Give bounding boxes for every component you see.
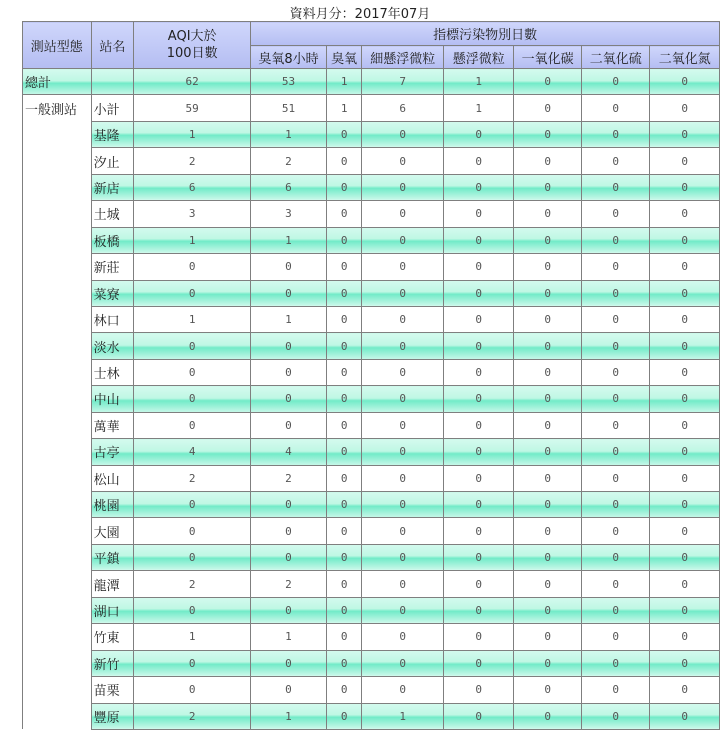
value-cell: 0 bbox=[650, 69, 720, 95]
value-cell: 0 bbox=[362, 280, 444, 306]
value-cell: 0 bbox=[514, 677, 582, 703]
value-cell: 0 bbox=[514, 624, 582, 650]
station-row bbox=[23, 703, 720, 729]
value-cell: 0 bbox=[362, 677, 444, 703]
station-name: 板橋 bbox=[91, 227, 134, 253]
value-cell: 0 bbox=[134, 650, 251, 676]
value-cell: 0 bbox=[134, 544, 251, 570]
value-cell: 0 bbox=[443, 703, 513, 729]
station-row bbox=[23, 306, 720, 332]
station-row bbox=[23, 677, 720, 703]
value-cell: 0 bbox=[443, 650, 513, 676]
value-cell: 0 bbox=[650, 148, 720, 174]
value-cell: 2 bbox=[134, 148, 251, 174]
station-row bbox=[23, 650, 720, 676]
subtotal-row bbox=[23, 95, 720, 121]
total-row bbox=[23, 69, 720, 95]
value-cell: 0 bbox=[326, 174, 362, 200]
station-type-empty-cell bbox=[23, 121, 92, 147]
value-cell: 0 bbox=[443, 333, 513, 359]
value-cell: 0 bbox=[362, 254, 444, 280]
value-cell: 0 bbox=[326, 465, 362, 491]
station-name: 松山 bbox=[91, 465, 134, 491]
station-type-empty-cell bbox=[23, 492, 92, 518]
value-cell: 0 bbox=[650, 121, 720, 147]
header-pollutant-group: 指標污染物別日數 bbox=[251, 22, 720, 46]
value-cell: 0 bbox=[581, 465, 650, 491]
station-row bbox=[23, 280, 720, 306]
value-cell: 0 bbox=[362, 148, 444, 174]
value-cell: 0 bbox=[326, 597, 362, 623]
station-name: 淡水 bbox=[91, 333, 134, 359]
value-cell: 0 bbox=[650, 518, 720, 544]
value-cell: 0 bbox=[581, 518, 650, 544]
station-type-empty-cell bbox=[23, 571, 92, 597]
value-cell: 0 bbox=[251, 333, 327, 359]
station-type-empty-cell bbox=[23, 518, 92, 544]
value-cell: 0 bbox=[326, 677, 362, 703]
value-cell: 0 bbox=[362, 121, 444, 147]
station-name: 大園 bbox=[91, 518, 134, 544]
value-cell: 0 bbox=[581, 677, 650, 703]
station-type-empty-cell bbox=[23, 201, 92, 227]
value-cell: 6 bbox=[134, 174, 251, 200]
value-cell: 0 bbox=[362, 333, 444, 359]
value-cell: 0 bbox=[514, 174, 582, 200]
value-cell: 0 bbox=[326, 121, 362, 147]
value-cell: 0 bbox=[514, 571, 582, 597]
value-cell: 4 bbox=[251, 439, 327, 465]
value-cell: 1 bbox=[443, 69, 513, 95]
station-type-empty-cell bbox=[23, 412, 92, 438]
station-name: 湖口 bbox=[91, 597, 134, 623]
value-cell: 0 bbox=[134, 677, 251, 703]
value-cell: 0 bbox=[326, 412, 362, 438]
station-row bbox=[23, 333, 720, 359]
value-cell: 1 bbox=[251, 227, 327, 253]
value-cell: 0 bbox=[251, 386, 327, 412]
value-cell: 0 bbox=[650, 412, 720, 438]
value-cell: 0 bbox=[650, 306, 720, 332]
value-cell: 0 bbox=[443, 677, 513, 703]
station-type-empty-cell bbox=[23, 148, 92, 174]
value-cell: 0 bbox=[581, 703, 650, 729]
value-cell: 0 bbox=[326, 333, 362, 359]
value-cell: 0 bbox=[581, 280, 650, 306]
value-cell: 0 bbox=[650, 703, 720, 729]
value-cell: 0 bbox=[362, 359, 444, 385]
station-type-empty-cell bbox=[23, 174, 92, 200]
value-cell: 0 bbox=[362, 306, 444, 332]
value-cell: 0 bbox=[134, 597, 251, 623]
value-cell: 0 bbox=[443, 492, 513, 518]
station-row bbox=[23, 359, 720, 385]
value-cell: 0 bbox=[134, 333, 251, 359]
value-cell: 0 bbox=[581, 333, 650, 359]
value-cell: 0 bbox=[326, 624, 362, 650]
value-cell: 0 bbox=[251, 518, 327, 544]
value-cell: 1 bbox=[362, 703, 444, 729]
station-row bbox=[23, 148, 720, 174]
value-cell: 0 bbox=[650, 677, 720, 703]
value-cell: 1 bbox=[326, 69, 362, 95]
value-cell: 0 bbox=[326, 492, 362, 518]
value-cell: 0 bbox=[326, 518, 362, 544]
value-cell: 0 bbox=[443, 412, 513, 438]
value-cell: 1 bbox=[251, 624, 327, 650]
value-cell: 0 bbox=[134, 359, 251, 385]
value-cell: 0 bbox=[514, 69, 582, 95]
value-cell: 0 bbox=[581, 359, 650, 385]
value-cell: 0 bbox=[650, 439, 720, 465]
station-name: 新店 bbox=[91, 174, 134, 200]
value-cell: 0 bbox=[581, 492, 650, 518]
value-cell: 0 bbox=[134, 518, 251, 544]
station-name: 新莊 bbox=[91, 254, 134, 280]
value-cell: 0 bbox=[443, 148, 513, 174]
value-cell: 0 bbox=[581, 121, 650, 147]
value-cell: 0 bbox=[581, 624, 650, 650]
value-cell: 0 bbox=[134, 254, 251, 280]
value-cell: 0 bbox=[650, 624, 720, 650]
value-cell: 0 bbox=[650, 544, 720, 570]
value-cell: 0 bbox=[514, 518, 582, 544]
station-name: 平鎮 bbox=[91, 544, 134, 570]
value-cell: 1 bbox=[134, 306, 251, 332]
value-cell: 0 bbox=[650, 227, 720, 253]
value-cell: 0 bbox=[581, 254, 650, 280]
station-name: 豐原 bbox=[91, 703, 134, 729]
value-cell: 0 bbox=[362, 492, 444, 518]
header-station-type: 測站型態 bbox=[23, 22, 92, 69]
value-cell: 0 bbox=[650, 174, 720, 200]
value-cell: 0 bbox=[362, 439, 444, 465]
value-cell: 0 bbox=[581, 544, 650, 570]
station-type-label: 一般測站 bbox=[23, 95, 92, 121]
value-cell: 1 bbox=[134, 121, 251, 147]
station-type-empty-cell bbox=[23, 306, 92, 332]
station-name: 林口 bbox=[91, 306, 134, 332]
value-cell: 0 bbox=[514, 306, 582, 332]
header-aqi-days: AQI大於 100日數 bbox=[134, 22, 251, 69]
value-cell: 0 bbox=[251, 544, 327, 570]
value-cell: 0 bbox=[443, 280, 513, 306]
value-cell: 0 bbox=[326, 148, 362, 174]
value-cell: 0 bbox=[514, 148, 582, 174]
header-pollutant: 細懸浮微粒 bbox=[362, 46, 444, 69]
station-row bbox=[23, 597, 720, 623]
value-cell: 0 bbox=[326, 227, 362, 253]
value-cell: 0 bbox=[326, 544, 362, 570]
station-name: 基隆 bbox=[91, 121, 134, 147]
station-name: 竹東 bbox=[91, 624, 134, 650]
value-cell: 2 bbox=[134, 703, 251, 729]
value-cell: 0 bbox=[581, 69, 650, 95]
subtotal-label: 小計 bbox=[91, 95, 134, 121]
value-cell: 0 bbox=[134, 492, 251, 518]
value-cell: 0 bbox=[581, 386, 650, 412]
value-cell: 0 bbox=[443, 518, 513, 544]
value-cell: 0 bbox=[514, 492, 582, 518]
value-cell: 0 bbox=[514, 544, 582, 570]
value-cell: 0 bbox=[514, 439, 582, 465]
value-cell: 0 bbox=[326, 650, 362, 676]
value-cell: 0 bbox=[362, 465, 444, 491]
value-cell: 0 bbox=[134, 280, 251, 306]
value-cell: 0 bbox=[251, 492, 327, 518]
value-cell: 0 bbox=[514, 386, 582, 412]
total-label: 總計 bbox=[23, 69, 92, 95]
station-type-empty-cell bbox=[23, 703, 92, 729]
value-cell: 0 bbox=[581, 174, 650, 200]
value-cell: 0 bbox=[581, 201, 650, 227]
value-cell: 0 bbox=[581, 95, 650, 121]
value-cell: 0 bbox=[326, 306, 362, 332]
station-row bbox=[23, 174, 720, 200]
station-type-empty-cell bbox=[23, 254, 92, 280]
station-name: 萬華 bbox=[91, 412, 134, 438]
value-cell: 0 bbox=[443, 597, 513, 623]
value-cell: 0 bbox=[443, 254, 513, 280]
value-cell: 0 bbox=[581, 571, 650, 597]
value-cell: 0 bbox=[514, 280, 582, 306]
value-cell: 1 bbox=[251, 306, 327, 332]
station-row bbox=[23, 201, 720, 227]
value-cell: 1 bbox=[443, 95, 513, 121]
station-type-empty-cell bbox=[23, 333, 92, 359]
value-cell: 0 bbox=[362, 227, 444, 253]
value-cell: 0 bbox=[443, 465, 513, 491]
station-type-empty-cell bbox=[23, 386, 92, 412]
value-cell: 0 bbox=[251, 359, 327, 385]
value-cell: 0 bbox=[362, 597, 444, 623]
value-cell: 0 bbox=[514, 412, 582, 438]
value-cell: 0 bbox=[251, 650, 327, 676]
station-row bbox=[23, 465, 720, 491]
station-name: 菜寮 bbox=[91, 280, 134, 306]
station-type-empty-cell bbox=[23, 280, 92, 306]
header-pollutant: 二氧化硫 bbox=[581, 46, 650, 69]
value-cell: 0 bbox=[650, 280, 720, 306]
value-cell: 0 bbox=[581, 148, 650, 174]
value-cell: 1 bbox=[251, 121, 327, 147]
value-cell: 1 bbox=[134, 624, 251, 650]
value-cell: 0 bbox=[326, 703, 362, 729]
value-cell: 0 bbox=[443, 121, 513, 147]
station-name: 龍潭 bbox=[91, 571, 134, 597]
value-cell: 0 bbox=[443, 359, 513, 385]
value-cell: 0 bbox=[362, 571, 444, 597]
value-cell: 0 bbox=[581, 306, 650, 332]
header-pollutant: 懸浮微粒 bbox=[443, 46, 513, 69]
station-row bbox=[23, 227, 720, 253]
value-cell: 1 bbox=[251, 703, 327, 729]
value-cell: 59 bbox=[134, 95, 251, 121]
value-cell: 0 bbox=[514, 201, 582, 227]
value-cell: 0 bbox=[650, 95, 720, 121]
value-cell: 4 bbox=[134, 439, 251, 465]
value-cell: 0 bbox=[326, 359, 362, 385]
station-type-empty-cell bbox=[23, 650, 92, 676]
station-row bbox=[23, 492, 720, 518]
value-cell: 0 bbox=[326, 280, 362, 306]
value-cell: 0 bbox=[362, 412, 444, 438]
value-cell: 0 bbox=[443, 624, 513, 650]
value-cell: 0 bbox=[650, 465, 720, 491]
value-cell: 0 bbox=[514, 650, 582, 676]
value-cell: 0 bbox=[514, 465, 582, 491]
station-row bbox=[23, 412, 720, 438]
value-cell: 0 bbox=[581, 650, 650, 676]
value-cell: 0 bbox=[514, 95, 582, 121]
value-cell: 6 bbox=[362, 95, 444, 121]
header-pollutant: 臭氧 bbox=[326, 46, 362, 69]
station-row bbox=[23, 624, 720, 650]
value-cell: 1 bbox=[326, 95, 362, 121]
value-cell: 0 bbox=[134, 412, 251, 438]
value-cell: 0 bbox=[650, 359, 720, 385]
value-cell: 0 bbox=[251, 280, 327, 306]
value-cell: 0 bbox=[650, 650, 720, 676]
value-cell: 0 bbox=[251, 254, 327, 280]
station-row bbox=[23, 571, 720, 597]
header-pollutant: 一氧化碳 bbox=[514, 46, 582, 69]
value-cell: 51 bbox=[251, 95, 327, 121]
station-name: 新竹 bbox=[91, 650, 134, 676]
station-type-empty-cell bbox=[23, 439, 92, 465]
value-cell: 0 bbox=[514, 254, 582, 280]
report-month-caption: 資料月分：2017年07月 bbox=[289, 7, 431, 22]
value-cell: 2 bbox=[251, 571, 327, 597]
value-cell: 0 bbox=[326, 571, 362, 597]
value-cell: 53 bbox=[251, 69, 327, 95]
value-cell: 0 bbox=[362, 174, 444, 200]
value-cell: 0 bbox=[443, 306, 513, 332]
station-name: 汐止 bbox=[91, 148, 134, 174]
value-cell: 0 bbox=[514, 597, 582, 623]
value-cell: 0 bbox=[581, 597, 650, 623]
station-row bbox=[23, 518, 720, 544]
header-station-name: 站名 bbox=[91, 22, 134, 69]
value-cell: 0 bbox=[581, 227, 650, 253]
station-name: 中山 bbox=[91, 386, 134, 412]
header-pollutant: 二氧化氮 bbox=[650, 46, 720, 69]
value-cell: 3 bbox=[251, 201, 327, 227]
station-row bbox=[23, 121, 720, 147]
station-row bbox=[23, 439, 720, 465]
station-row bbox=[23, 544, 720, 570]
value-cell: 0 bbox=[650, 571, 720, 597]
value-cell: 0 bbox=[443, 386, 513, 412]
station-type-empty-cell bbox=[23, 465, 92, 491]
value-cell: 0 bbox=[251, 412, 327, 438]
station-type-empty-cell bbox=[23, 677, 92, 703]
value-cell: 2 bbox=[134, 571, 251, 597]
value-cell: 0 bbox=[443, 544, 513, 570]
value-cell: 0 bbox=[514, 359, 582, 385]
value-cell: 0 bbox=[362, 201, 444, 227]
station-type-empty-cell bbox=[23, 227, 92, 253]
station-type-empty-cell bbox=[23, 597, 92, 623]
station-row bbox=[23, 254, 720, 280]
station-type-empty-cell bbox=[23, 544, 92, 570]
value-cell: 6 bbox=[251, 174, 327, 200]
value-cell: 0 bbox=[650, 597, 720, 623]
value-cell: 0 bbox=[581, 439, 650, 465]
value-cell: 0 bbox=[514, 703, 582, 729]
value-cell: 0 bbox=[650, 201, 720, 227]
station-name: 土城 bbox=[91, 201, 134, 227]
value-cell: 0 bbox=[362, 518, 444, 544]
station-name: 士林 bbox=[91, 359, 134, 385]
value-cell: 0 bbox=[362, 386, 444, 412]
value-cell: 0 bbox=[581, 412, 650, 438]
station-type-empty-cell bbox=[23, 624, 92, 650]
value-cell: 0 bbox=[650, 386, 720, 412]
value-cell: 0 bbox=[443, 571, 513, 597]
station-name: 桃園 bbox=[91, 492, 134, 518]
total-name-cell bbox=[91, 69, 134, 95]
value-cell: 0 bbox=[134, 386, 251, 412]
station-row bbox=[23, 386, 720, 412]
aqi-statistics-table bbox=[22, 21, 720, 730]
value-cell: 1 bbox=[134, 227, 251, 253]
value-cell: 0 bbox=[251, 677, 327, 703]
value-cell: 0 bbox=[514, 121, 582, 147]
value-cell: 2 bbox=[251, 148, 327, 174]
value-cell: 0 bbox=[326, 254, 362, 280]
value-cell: 0 bbox=[326, 386, 362, 412]
value-cell: 3 bbox=[134, 201, 251, 227]
value-cell: 0 bbox=[362, 624, 444, 650]
value-cell: 0 bbox=[362, 650, 444, 676]
station-type-empty-cell bbox=[23, 359, 92, 385]
value-cell: 0 bbox=[326, 439, 362, 465]
value-cell: 7 bbox=[362, 69, 444, 95]
value-cell: 0 bbox=[251, 597, 327, 623]
value-cell: 0 bbox=[443, 201, 513, 227]
value-cell: 0 bbox=[650, 333, 720, 359]
value-cell: 0 bbox=[443, 439, 513, 465]
value-cell: 0 bbox=[650, 254, 720, 280]
value-cell: 0 bbox=[443, 227, 513, 253]
value-cell: 0 bbox=[514, 227, 582, 253]
value-cell: 0 bbox=[326, 201, 362, 227]
value-cell: 0 bbox=[443, 174, 513, 200]
value-cell: 2 bbox=[251, 465, 327, 491]
value-cell: 62 bbox=[134, 69, 251, 95]
station-name: 古亭 bbox=[91, 439, 134, 465]
station-name: 苗栗 bbox=[91, 677, 134, 703]
value-cell: 0 bbox=[514, 333, 582, 359]
header-pollutant: 臭氧8小時 bbox=[251, 46, 327, 69]
value-cell: 0 bbox=[362, 544, 444, 570]
value-cell: 2 bbox=[134, 465, 251, 491]
value-cell: 0 bbox=[650, 492, 720, 518]
